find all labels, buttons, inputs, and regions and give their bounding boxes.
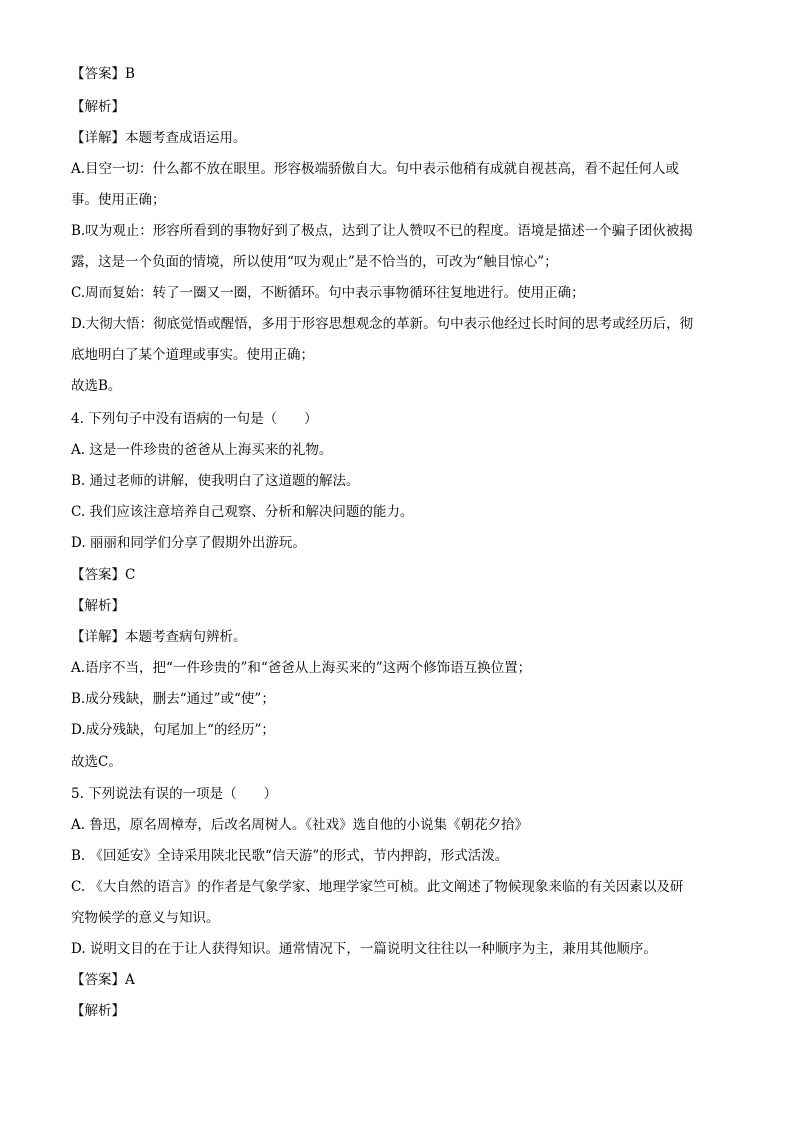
question-5-option-d: D. 说明文目的在于让人获得知识。通常情况下，一篇说明文往往以一种顺序为主，兼用其他顺序。 xyxy=(71,941,657,957)
question-4-option-d: D. 丽丽和同学们分享了假期外出游玩。 xyxy=(71,535,306,551)
answer-label-q3: 【答案】B xyxy=(71,66,135,82)
question-4-option-c: C. 我们应该注意培养自己观察、分析和解决问题的能力。 xyxy=(71,504,414,520)
detail-heading-q4: 【详解】本题考查病句辨析。 xyxy=(71,629,247,645)
analysis-label-q3: 【解析】 xyxy=(71,99,125,115)
analysis-label-q4: 【解析】 xyxy=(71,598,125,614)
detail-line: A.语序不当，把“一件珍贵的”和“爸爸从上海买来的”这两个修饰语互换位置； xyxy=(71,660,532,676)
answer-label-q4: 【答案】C xyxy=(71,567,136,583)
question-5-option-c-cont: 究物候学的意义与知识。 xyxy=(71,910,220,926)
question-5-stem: 5. 下列说法有误的一项是（ ） xyxy=(71,786,278,802)
conclusion-q4: 故选C。 xyxy=(71,754,122,770)
detail-line: C.周而复始：转了一圈又一圈，不断循环。句中表示事物循环往复地进行。使用正确； xyxy=(71,285,585,301)
detail-line: 露，这是一个负面的情境，所以使用“叹为观止”是不恰当的，可改为“触目惊心”； xyxy=(71,254,558,270)
detail-line: D.成分残缺，句尾加上“的经历”； xyxy=(71,722,275,738)
conclusion-q3: 故选B。 xyxy=(71,378,122,394)
detail-line: D.大彻大悟：彻底觉悟或醒悟，多用于形容思想观念的革新。句中表示他经过长时间的思考或经历后，彻 xyxy=(71,316,694,332)
answer-label-q5: 【答案】A xyxy=(71,972,135,988)
question-4-stem: 4. 下列句子中没有语病的一句是（ ） xyxy=(71,411,318,427)
detail-line: B.成分残缺，删去“通过”或“使”； xyxy=(71,691,275,707)
question-4-option-b: B. 通过老师的讲解，使我明白了这道题的解法。 xyxy=(71,473,360,489)
question-4-option-a: A. 这是一件珍贵的爸爸从上海买来的礼物。 xyxy=(71,442,333,458)
detail-heading-q3: 【详解】本题考查成语运用。 xyxy=(71,130,247,146)
detail-line: 底地明白了某个道理或事实。使用正确； xyxy=(71,347,314,363)
detail-line: 事。使用正确； xyxy=(71,192,166,208)
question-5-option-c: C. 《大自然的语言》的作者是气象学家、地理学家竺可桢。此文阐述了物候现象来临的有关因素以及研 xyxy=(71,879,684,895)
question-5-option-b: B. 《回延安》全诗采用陕北民歌“信天游”的形式，节内押韵，形式活泼。 xyxy=(71,848,509,864)
detail-line: A.目空一切：什么都不放在眼里。形容极端骄傲自大。句中表示他稍有成就自视甚高，看不起任何人或 xyxy=(71,161,680,177)
question-5-option-a: A. 鲁迅，原名周樟寿，后改名周树人。《社戏》选自他的小说集《朝花夕拾》 xyxy=(71,817,529,833)
analysis-label-q5: 【解析】 xyxy=(71,1003,125,1019)
detail-line: B.叹为观止：形容所看到的事物好到了极点，达到了让人赞叹不已的程度。语境是描述一个骗子团伙被揭 xyxy=(71,223,693,239)
